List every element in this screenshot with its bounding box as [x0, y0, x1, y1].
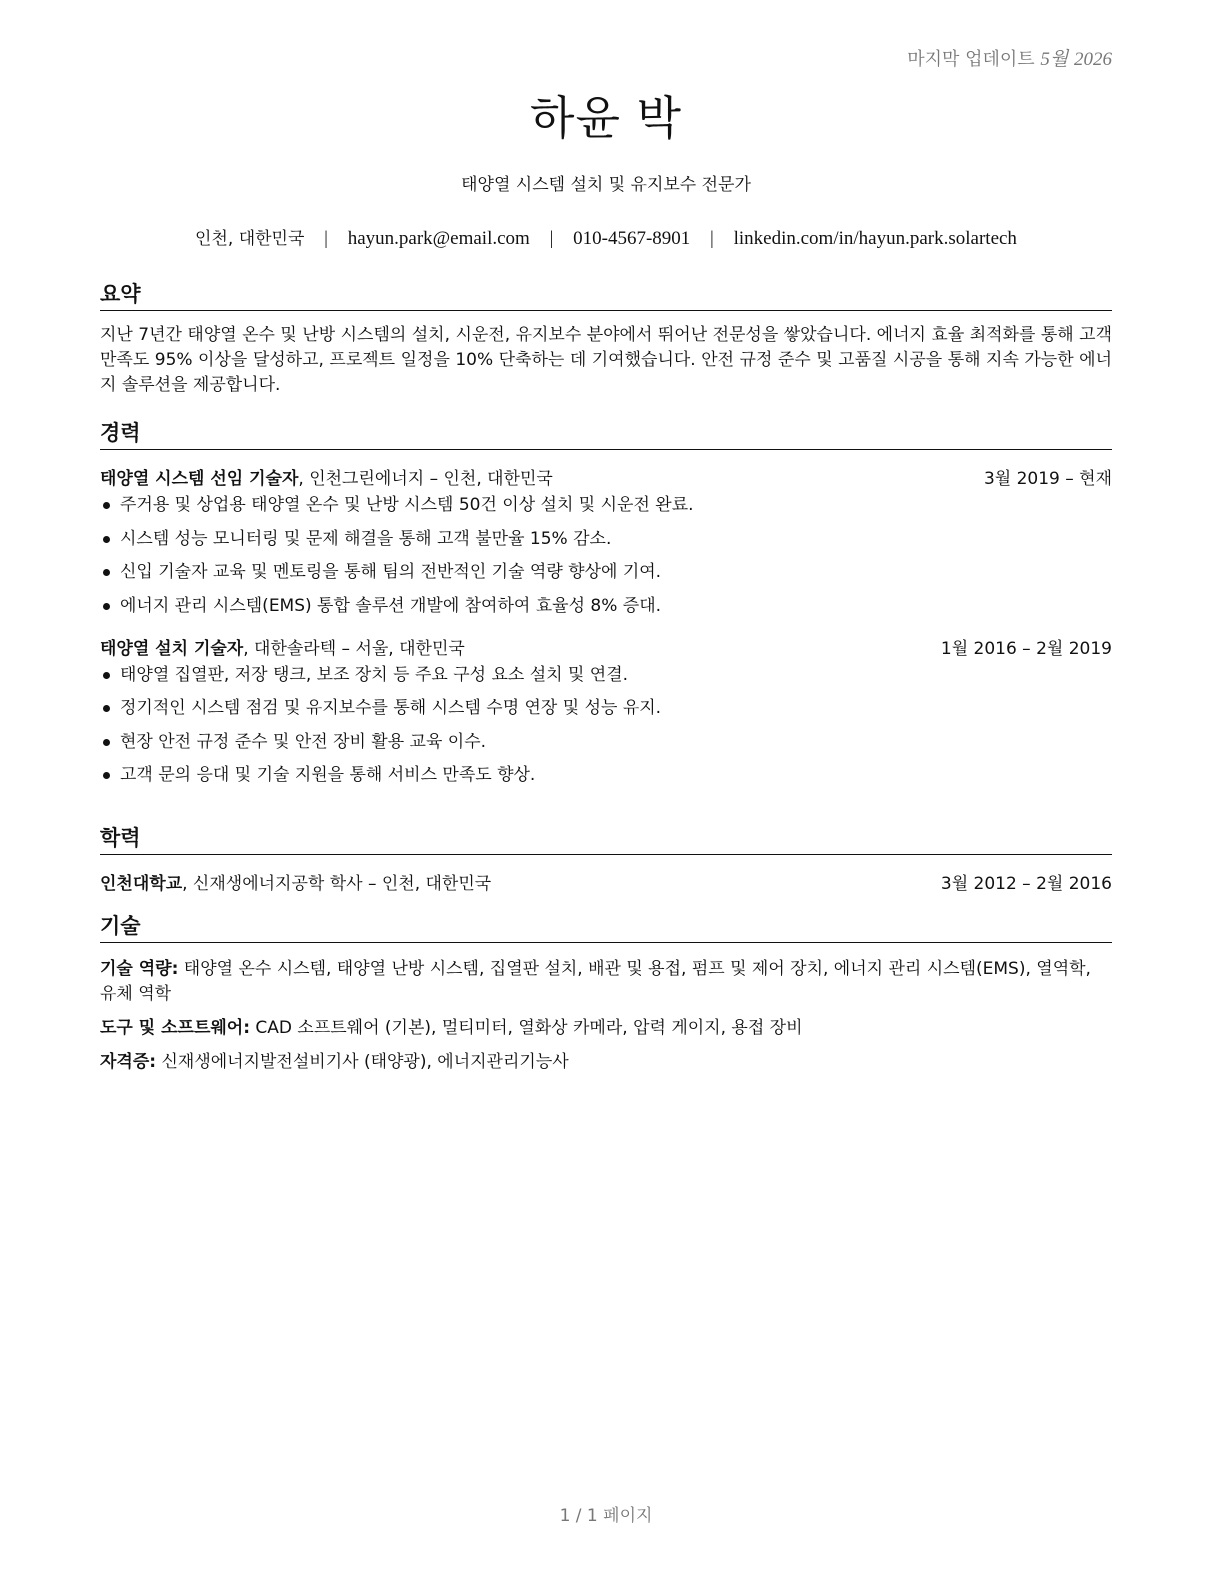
last-updated-year: 2026 — [1074, 49, 1112, 70]
skill-label: 자격증: — [100, 1052, 157, 1072]
skill-line — [100, 1016, 1112, 1041]
job-title-line — [100, 634, 465, 659]
skill-text: 태양열 온수 시스템, 태양열 난방 시스템, 집열판 설치, 배관 및 용접, 펌프 및 제어 장치, 에너지 관리 시스템(EMS), 열역학, 유체 역학 — [100, 959, 1091, 1004]
job-dates: 1월 2016 – 2월 2019 — [940, 638, 1112, 659]
job-bullet: 신입 기술자 교육 및 멘토링을 통해 팀의 전반적인 기술 역량 향상에 기여. — [100, 562, 1112, 582]
experience-section — [100, 417, 1112, 799]
job-bullet: 현장 안전 규정 준수 및 안전 장비 활용 교육 이수. — [100, 732, 1112, 752]
job-role: 태양열 설치 기술자 — [100, 638, 244, 659]
contact-separator: | — [710, 228, 714, 249]
skill-line — [100, 1050, 1112, 1075]
job-org: , 인천그린에너지 – 인천, 대한민국 — [298, 469, 553, 489]
contact-linkedin-link[interactable]: linkedin.com/in/hayun.park.solartech — [733, 228, 1017, 249]
job-role: 태양열 시스템 선임 기술자 — [100, 469, 299, 489]
contact-location: 인천, 대한민국 — [195, 229, 305, 249]
experience-title: 경력 — [100, 417, 1112, 450]
contact-phone[interactable]: 010-4567-8901 — [573, 228, 691, 249]
headline: 태양열 시스템 설치 및 유지보수 전문가 — [461, 175, 751, 195]
education-title: 학력 — [100, 822, 1112, 855]
summary-section — [100, 278, 1112, 398]
education-section — [100, 822, 1112, 894]
skills-section — [100, 910, 1112, 1084]
job-bullet: 시스템 성능 모니터링 및 문제 해결을 통해 고객 불만율 15% 감소. — [100, 529, 1112, 549]
job-bullets — [100, 495, 1112, 616]
job-entry — [100, 634, 1112, 786]
job-bullet: 주거용 및 상업용 태양열 온수 및 난방 시스템 50건 이상 설치 및 시운전 완료. — [100, 495, 1112, 515]
skills-list — [100, 957, 1112, 1075]
job-header — [100, 464, 1112, 489]
resume-page — [100, 0, 1112, 1584]
job-entry — [100, 464, 1112, 616]
contact-separator: | — [324, 228, 328, 249]
summary-text: 지난 7년간 태양열 온수 및 난방 시스템의 설치, 시운전, 유지보수 분야에서 뛰어난 전문성을 쌓았습니다. 에너지 효율 최적화를 통해 고객 만족도 95% 이상을 달성하고, 프로젝트 일정을 10% 단축하는 데 기여했습니다. 안전 규정 준수 및 고품질 시공을 통해 지속 가능한 에너지 솔루션을 제공합니다. — [100, 325, 1112, 395]
job-dates: 3월 2019 – 현재 — [983, 469, 1112, 489]
skills-title: 기술 — [100, 910, 1112, 943]
job-title-line — [100, 464, 553, 489]
contact-email-link[interactable]: hayun.park@email.com — [347, 228, 530, 249]
skill-line — [100, 957, 1112, 1007]
page-indicator: 1 / 1 페이지 — [559, 1506, 653, 1526]
education-dates: 3월 2012 – 2월 2016 — [940, 874, 1112, 894]
job-bullet: 태양열 집열판, 저장 탱크, 보조 장치 등 주요 구성 요소 설치 및 연결. — [100, 665, 1112, 685]
last-updated-month: 5월 — [1040, 49, 1069, 70]
job-bullet: 정기적인 시스템 점검 및 유지보수를 통해 시스템 수명 연장 및 성능 유지. — [100, 698, 1112, 718]
contact-separator: | — [549, 228, 554, 249]
last-updated — [907, 44, 1112, 71]
skill-text: 신재생에너지발전설비기사 (태양광), 에너지관리기능사 — [156, 1052, 569, 1072]
skill-text: CAD 소프트웨어 (기본), 멀티미터, 열화상 카메라, 압력 게이지, 용접 장비 — [250, 1018, 803, 1038]
education-school: 인천대학교 — [100, 874, 183, 894]
summary-title: 요약 — [100, 278, 1112, 311]
job-header — [100, 634, 1112, 659]
job-bullet: 고객 문의 응대 및 기술 지원을 통해 서비스 만족도 향상. — [100, 765, 1112, 785]
job-bullets — [100, 665, 1112, 786]
education-detail: , 신재생에너지공학 학사 – 인천, 대한민국 — [182, 874, 492, 894]
education-line — [100, 869, 491, 894]
last-updated-label: 마지막 업데이트 — [907, 49, 1035, 70]
candidate-name: 하윤 박 — [530, 91, 682, 145]
contact-line — [100, 224, 1112, 250]
education-entry — [100, 869, 1112, 894]
skill-label: 기술 역량: — [100, 959, 179, 979]
job-bullet: 에너지 관리 시스템(EMS) 통합 솔루션 개발에 참여하여 효율성 8% 증대. — [100, 596, 1112, 616]
job-org: , 대한솔라텍 – 서울, 대한민국 — [243, 638, 465, 659]
skill-label: 도구 및 소프트웨어: — [100, 1018, 251, 1038]
